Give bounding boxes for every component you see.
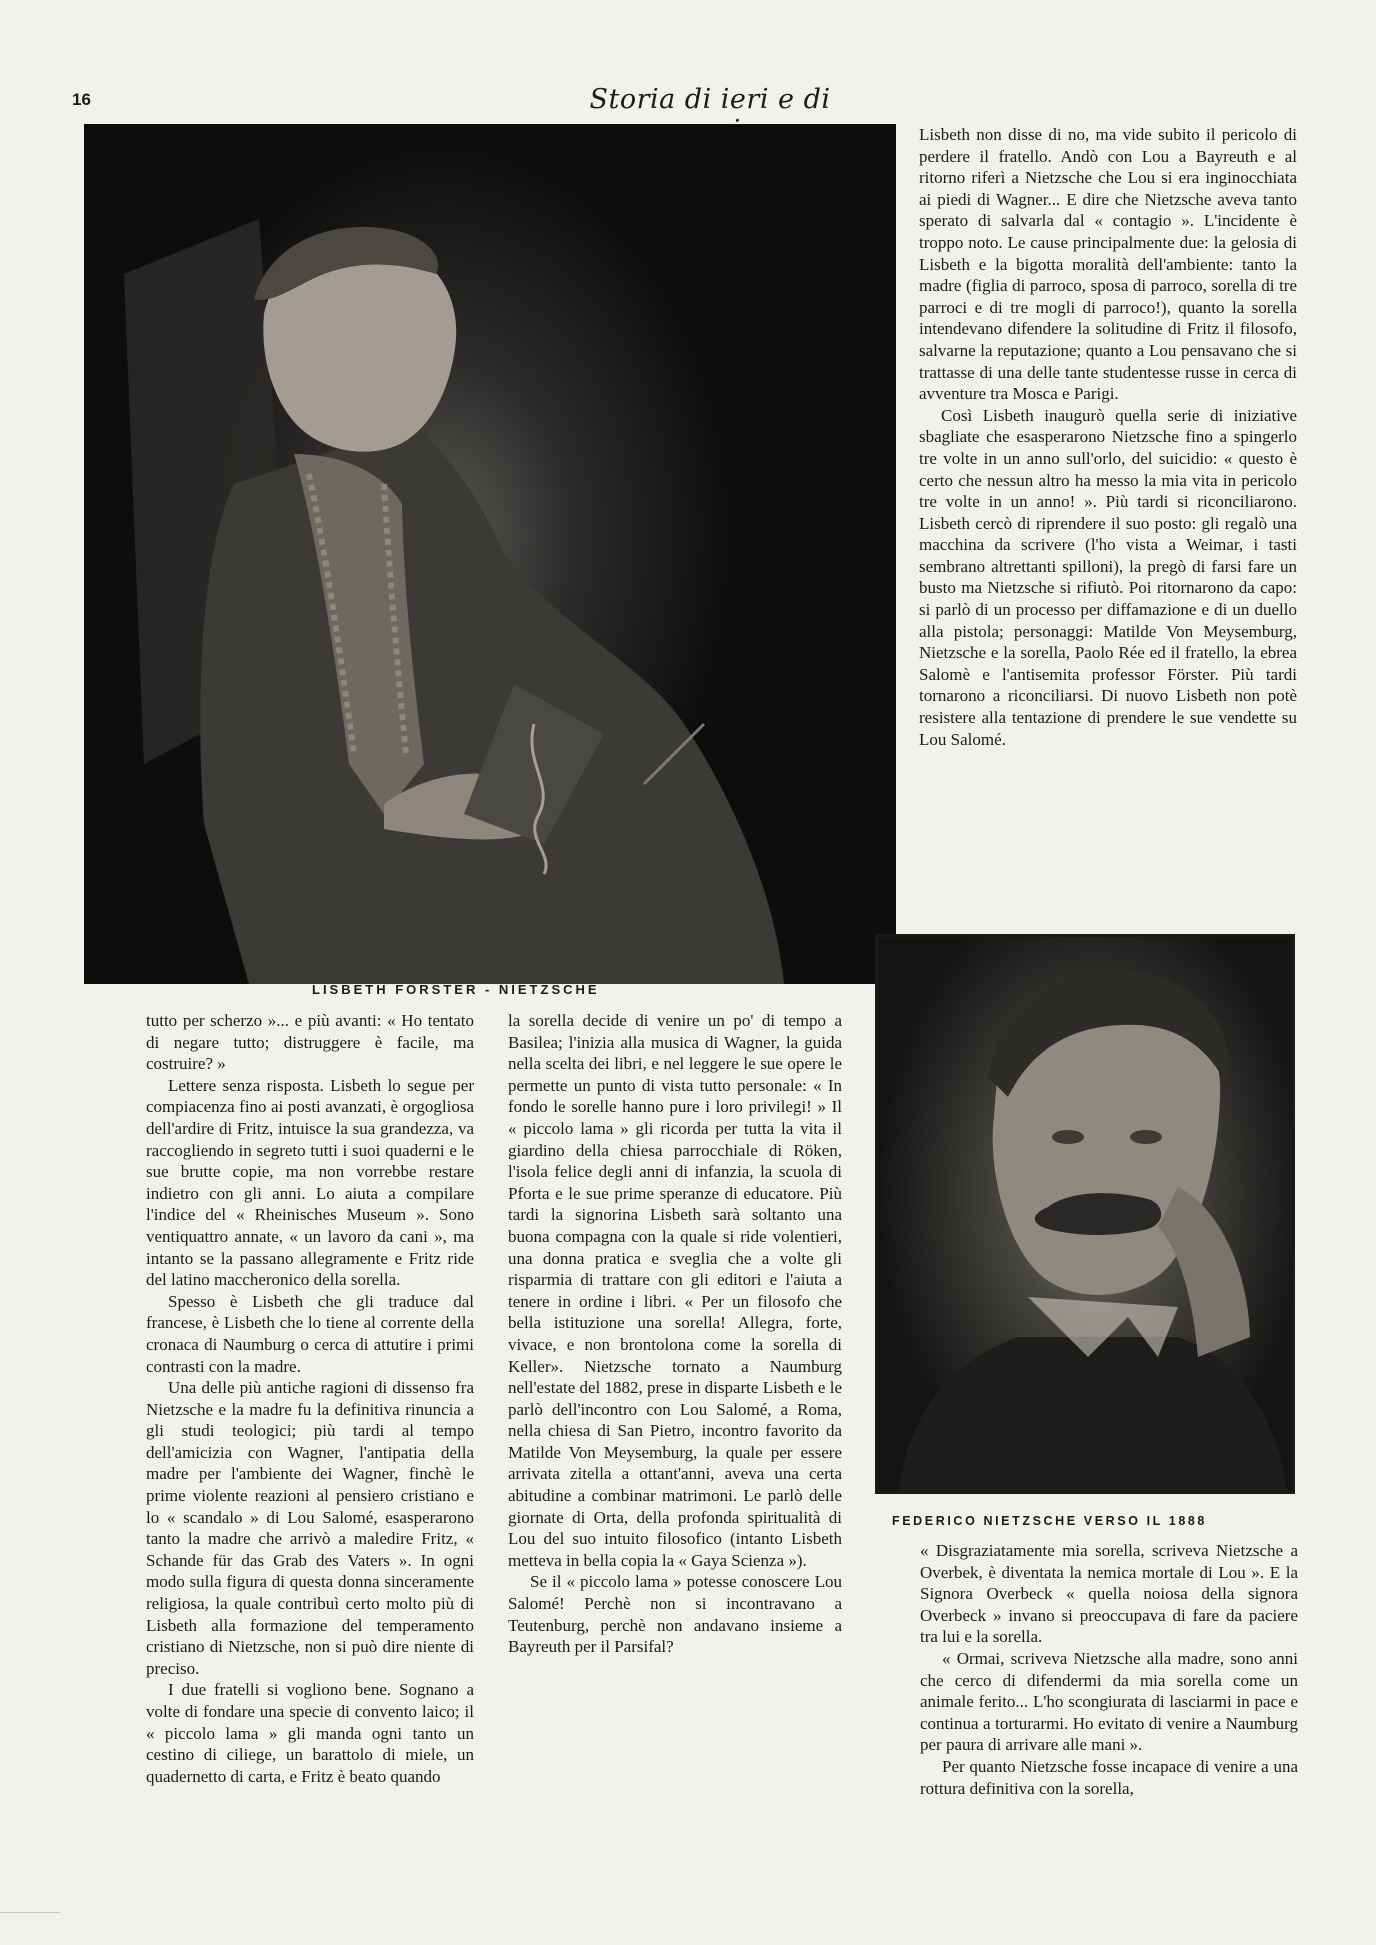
paragraph: Se il « piccolo lama » potesse conoscere Lou Salomé! Perchè non si incontravano a Teutenburg, perchè non andavano insieme a Bayreuth per il Parsifal? <box>508 1572 842 1657</box>
photo-lisbeth-forster-nietzsche <box>84 124 896 984</box>
magazine-title: Storia di ieri e di <box>589 84 831 115</box>
photo-federico-nietzsche <box>875 934 1295 1494</box>
scan-margin-mark <box>0 1912 60 1913</box>
paragraph: Per quanto Nietzsche fosse incapace di venire a una rottura definitiva con la sorella, <box>920 1756 1298 1798</box>
page-number: 16 <box>72 90 91 109</box>
paragraph: Una delle più antiche ragioni di dissenso fra Nietzsche e la madre fu la definitiva rinuncia a gli studi teologici; più tardi al tempo dell'amicizia con Wagner, l'antipatia della madre per l'ambiente dei Wagner, finchè le prime violente reazioni al pensiero cristiano e lo « scandalo » di Lou Salomé, esasperarono tanto la madre che arrivò a maledire Fritz, « Schande für das Grab des Vaters ». In ogni modo sulla figura di questa donna sinceramente religiosa, la quale contribuì certo molto più di Lisbeth alla formazione del temperamento cristiano di Nietzsche, non si può dire niente di preciso. <box>146 1378 474 1678</box>
paragraph: Così Lisbeth inaugurò quella serie di iniziative sbagliate che esasperarono Nietzsche fino a spingerlo tre volte in un anno sull'orlo, del suicidio: « questo è certo che nessun altro ha messo la mia vita in pericolo tre volte in un anno! ». Più tardi si riconciliarono. Lisbeth cercò di riprendere il suo posto: gli regalò una macchina da scrivere (l'ho vista a Weimar, i tasti sembrano altrettanti spilloni), la pregò di farsi fare un busto ma Nietzsche si rifiutò. Poi ritornarono da capo: si parlò di un processo per diffamazione e di un duello alla pistola; personaggi: Matilde Von Meysemburg, Nietzsche e la sorella, Paolo Rée ed il fratello, la ebrea Salomè e l'antisemita professor Förster. Più tardi tornarono a riconciliarsi. Di nuovo Lisbeth non potè resistere alla tentazione di prendere le sue vendette su Lou Salomé. <box>919 405 1297 749</box>
text-column-middle <box>508 1010 842 1658</box>
text-column-left <box>146 1010 474 1787</box>
nietzsche-portrait-illustration <box>878 937 1295 1494</box>
paragraph: Lettere senza risposta. Lisbeth lo segue per compiacenza fino ai posti avanzati, è orgogliosa dell'ardire di Fritz, intuisce la sua grandezza, va raccogliendo in segreto tutti i suoi quaderni e le sue brutte copie, ma non vorrebbe restare indietro con gli anni. Lo aiuta a compilare l'indice del « Rheinisches Museum ». Sono ventiquattro annate, « un lavoro da cani », ma intanto se la passano allegramente e Fritz ride del latino maccheronico della sorella. <box>146 1075 474 1290</box>
paragraph: « Ormai, scriveva Nietzsche alla madre, sono anni che cerco di difendermi da mia sorella come un animale ferito... L'ho scongiurata di lasciarmi in pace e continua a torturarmi. Ho evitato di venire a Naumburg per paura di arrivare alle mani ». <box>920 1648 1298 1755</box>
lisbeth-portrait-illustration <box>84 124 896 984</box>
caption-nietzsche: FEDERICO NIETZSCHE VERSO IL 1888 <box>892 1514 1207 1528</box>
text-column-bottom-right <box>920 1540 1298 1799</box>
text-column-top-right <box>919 124 1297 750</box>
paragraph: I due fratelli si vogliono bene. Sognano a volte di fondare una specie di convento laico; il « piccolo lama » gli manda ogni tanto un cestino di ciliege, un barattolo di miele, un quadernetto di carta, e Fritz è beato quando <box>146 1680 474 1786</box>
paragraph: tutto per scherzo »... e più avanti: « Ho tentato di negare tutto; distruggere è facile, ma costruire? » <box>146 1011 474 1074</box>
caption-lisbeth: LISBETH FORSTER - NIETZSCHE <box>312 982 600 997</box>
paragraph: Spesso è Lisbeth che gli traduce dal francese, è Lisbeth che lo tiene al corrente della cronaca di Naumburg o cerca di attutire i primi contrasti con la madre. <box>146 1291 474 1376</box>
paragraph: Lisbeth non disse di no, ma vide subito il pericolo di perdere il fratello. Andò con Lou a Bayreuth e al ritorno riferì a Nietzsche che Lou si era inginocchiata ai piedi di Wagner... E dire che Nietzsche aveva tanto sperato di salvarla dal « contagio ». L'incidente è troppo noto. Le cause principalmente due: la gelosia di Lisbeth e la bigotta moralità dell'ambiente: tanto la madre (figlia di parroco, sposa di parroco, sorella di tre parroci e di tre mogli di parroco!), quanto la sorella intendevano difendere la solitudine di Fritz il filosofo, salvarne la reputazione; quanto a Lou pensavano che si trattasse di una delle tante studentesse russe in cerca di avventure tra Mosca e Parigi. <box>919 125 1297 404</box>
paragraph: la sorella decide di venire un po' di tempo a Basilea; l'inizia alla musica di Wagner, la guida nella scelta dei libri, e nel leggere le sue opere le permette un punto di vista tutto personale: « In fondo le sorelle hanno pure i loro privilegi! » Il « piccolo lama » gli ricorda per tutta la vita il giardino della chiesa parrocchiale di Röken, l'isola felice degli anni di infanzia, la scuola di Pforta e le sue prime speranze di educatore. Più tardi la signorina Lisbeth sarà soltanto una buona compagna con la quale si ride volentieri, una donna pratica e sveglia che a volte gli risparmia di trattare con gli editori e l'aiuta a tenere in ordine i libri. « Per un filosofo che bella istituzione una sorella! Allegra, forte, vivace, e non brontolona come la sorella di Keller». Nietzsche tornato a Naumburg nell'estate del 1882, prese in disparte Lisbeth e le parlò dell'incontro con Lou Salomé, a Roma, nella chiesa di San Pietro, incontro favorito da Matilde Von Meysemburg, la quale per essere arrivata zitella a ottant'anni, aveva una certa abitudine a combinar matrimoni. Le parlò delle giornate di Orta, della profonda spiritualità di Lou del suo intuito filosofico (intanto Lisbeth metteva in bella copia la « Gaya Scienza »). <box>508 1011 842 1570</box>
paragraph: « Disgraziatamente mia sorella, scriveva Nietzsche a Overbek, è diventata la nemica mortale di Lou ». E la Signora Overbeck « quella noiosa della signora Overbeck » invano si preoccupava di fare da paciere tra lui e la sorella. <box>920 1541 1298 1647</box>
